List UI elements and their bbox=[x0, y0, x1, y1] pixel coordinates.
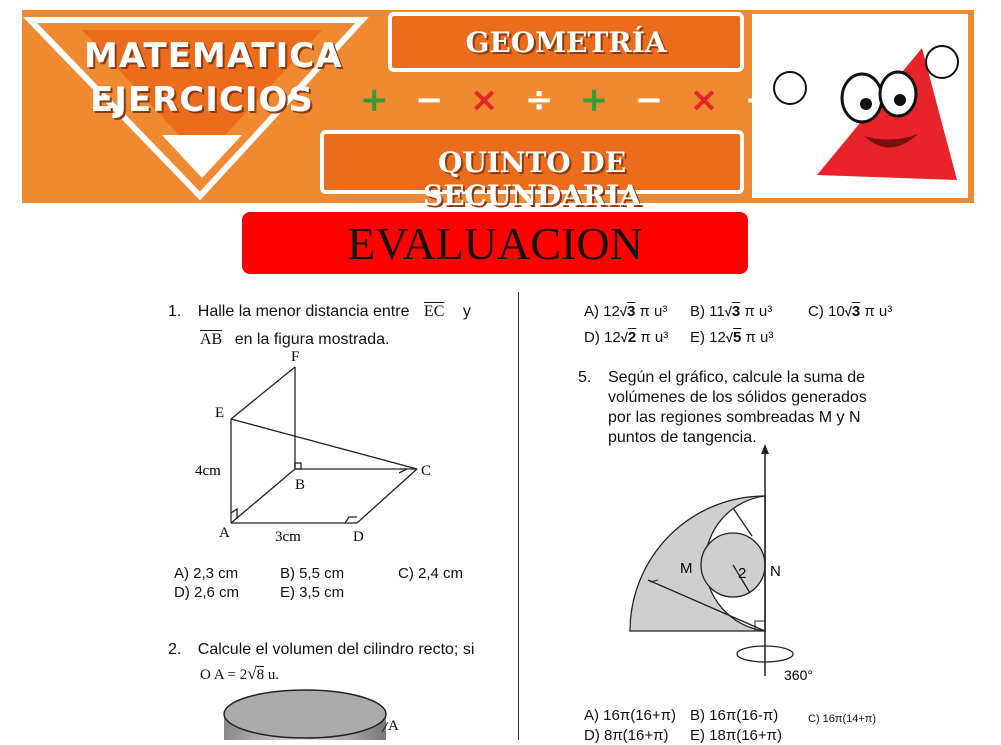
mascot-pupil-right bbox=[894, 94, 906, 106]
question-5-number: 5. bbox=[578, 369, 592, 386]
formula-suffix: u. bbox=[264, 667, 280, 683]
divide-icon: ÷ bbox=[524, 80, 554, 120]
q5-option-e: E) 18π(16+π) bbox=[690, 727, 782, 744]
label-B: B bbox=[295, 477, 306, 493]
option-root: 3 bbox=[731, 303, 741, 320]
column-divider bbox=[518, 292, 519, 740]
label-angle: 360° bbox=[784, 667, 813, 683]
question-line: puntos de tangencia. bbox=[608, 429, 757, 446]
question-line: Según el gráfico, calcule la suma de bbox=[608, 369, 866, 386]
plus-icon: + bbox=[579, 80, 609, 120]
option-label: A) 12 bbox=[584, 303, 620, 320]
q4-option-e bbox=[690, 328, 773, 347]
label-width: 3cm bbox=[275, 529, 301, 545]
q5-option-a: A) 16π(16+π) bbox=[584, 707, 676, 724]
option-label: E) 12 bbox=[690, 329, 726, 346]
times-icon: × bbox=[469, 80, 499, 120]
question-1 bbox=[168, 302, 488, 322]
formula-prefix: O A = 2 bbox=[200, 667, 248, 683]
question-5-text bbox=[608, 368, 900, 448]
level-title: QUINTO DE SECUNDARIA bbox=[423, 146, 641, 212]
question-line: volúmenes de los sólidos generados bbox=[608, 389, 867, 406]
option-root: 5 bbox=[733, 329, 742, 346]
q5-option-b: B) 16π(16-π) bbox=[690, 707, 779, 724]
brand-line-1: MATEMATICA bbox=[84, 36, 343, 76]
evaluation-title: EVALUACION bbox=[347, 217, 643, 269]
label-radius: 2 bbox=[738, 565, 747, 582]
q1-option-d: D) 2,6 cm bbox=[174, 584, 240, 601]
label-E: E bbox=[215, 405, 225, 421]
question-text: Calcule el volumen del cilindro recto; si bbox=[197, 641, 475, 658]
q1-option-b: B) 5,5 cm bbox=[280, 565, 345, 582]
subject-title: GEOMETRÍA bbox=[465, 26, 667, 59]
q2-formula bbox=[200, 664, 279, 684]
mascot-eye-left bbox=[842, 74, 882, 122]
option-unit: π u³ bbox=[640, 329, 669, 346]
solids-figure bbox=[622, 440, 842, 690]
question-2 bbox=[168, 640, 498, 660]
q4-option-a bbox=[584, 302, 667, 321]
q4-option-b bbox=[690, 302, 772, 321]
label-C: C bbox=[421, 463, 432, 479]
operator-row bbox=[360, 80, 795, 120]
label-N: N bbox=[770, 563, 781, 580]
times-icon: × bbox=[689, 80, 719, 120]
q1-option-c: C) 2,4 cm bbox=[398, 565, 464, 582]
segment-ec: $\overline{EC}$ bbox=[423, 303, 445, 320]
sqrt-icon: √ bbox=[620, 330, 628, 345]
plus-icon: + bbox=[360, 80, 389, 120]
q5-option-c: C) 16π(14+π) bbox=[808, 713, 877, 725]
option-label: C) 10 bbox=[808, 303, 845, 320]
label-height: 4cm bbox=[195, 463, 221, 479]
option-unit: π u³ bbox=[745, 329, 774, 346]
sqrt-icon: √ bbox=[247, 664, 257, 683]
q1-option-e: E) 3,5 cm bbox=[280, 584, 345, 601]
label-A: A bbox=[388, 718, 399, 734]
mascot-pupil-left bbox=[860, 98, 872, 110]
question-text: Halle la menor distancia entre bbox=[197, 303, 410, 320]
minus-icon: − bbox=[414, 80, 444, 120]
question-number: 2. bbox=[168, 641, 182, 658]
conjunction: y bbox=[462, 303, 471, 320]
sqrt-icon: √ bbox=[619, 304, 627, 319]
q5-option-d: D) 8π(16+π) bbox=[584, 727, 669, 744]
option-unit: π u³ bbox=[639, 303, 668, 320]
option-unit: π u³ bbox=[864, 303, 893, 320]
q4-option-c bbox=[808, 302, 892, 321]
option-unit: π u³ bbox=[744, 303, 773, 320]
minus-icon: − bbox=[634, 80, 664, 120]
option-root: 3 bbox=[627, 303, 636, 320]
label-F: F bbox=[291, 349, 300, 365]
prism-figure bbox=[185, 345, 445, 545]
option-root: 3 bbox=[851, 303, 861, 320]
mascot-hand-right bbox=[926, 46, 958, 78]
mascot-eye-right bbox=[880, 72, 916, 116]
option-label: B) 11 bbox=[690, 303, 725, 320]
sqrt-icon: √ bbox=[725, 330, 733, 345]
sqrt-icon: √ bbox=[844, 304, 852, 319]
label-D: D bbox=[353, 529, 364, 545]
cylinder-figure bbox=[220, 688, 420, 740]
q1-option-a: A) 2,3 cm bbox=[174, 565, 239, 582]
formula-root: 8 bbox=[256, 667, 265, 683]
label-A: A bbox=[219, 525, 230, 541]
option-root: 2 bbox=[627, 329, 637, 346]
question-line: por las regiones sombreadas M y N bbox=[608, 409, 861, 426]
divide-icon: ÷ bbox=[744, 80, 774, 120]
label-M: M bbox=[680, 560, 693, 577]
header-banner bbox=[22, 10, 974, 212]
question-number: 1. bbox=[168, 303, 182, 320]
q4-option-d bbox=[584, 328, 668, 347]
option-label: D) 12 bbox=[584, 329, 621, 346]
evaluation-title-box bbox=[242, 212, 748, 274]
segment-ab: $\overline{AB}$ bbox=[200, 331, 223, 348]
brand-line-2: EJERCICIOS bbox=[90, 80, 314, 120]
sqrt-icon: √ bbox=[724, 304, 732, 319]
question-text: en la figura mostrada. bbox=[234, 331, 390, 348]
